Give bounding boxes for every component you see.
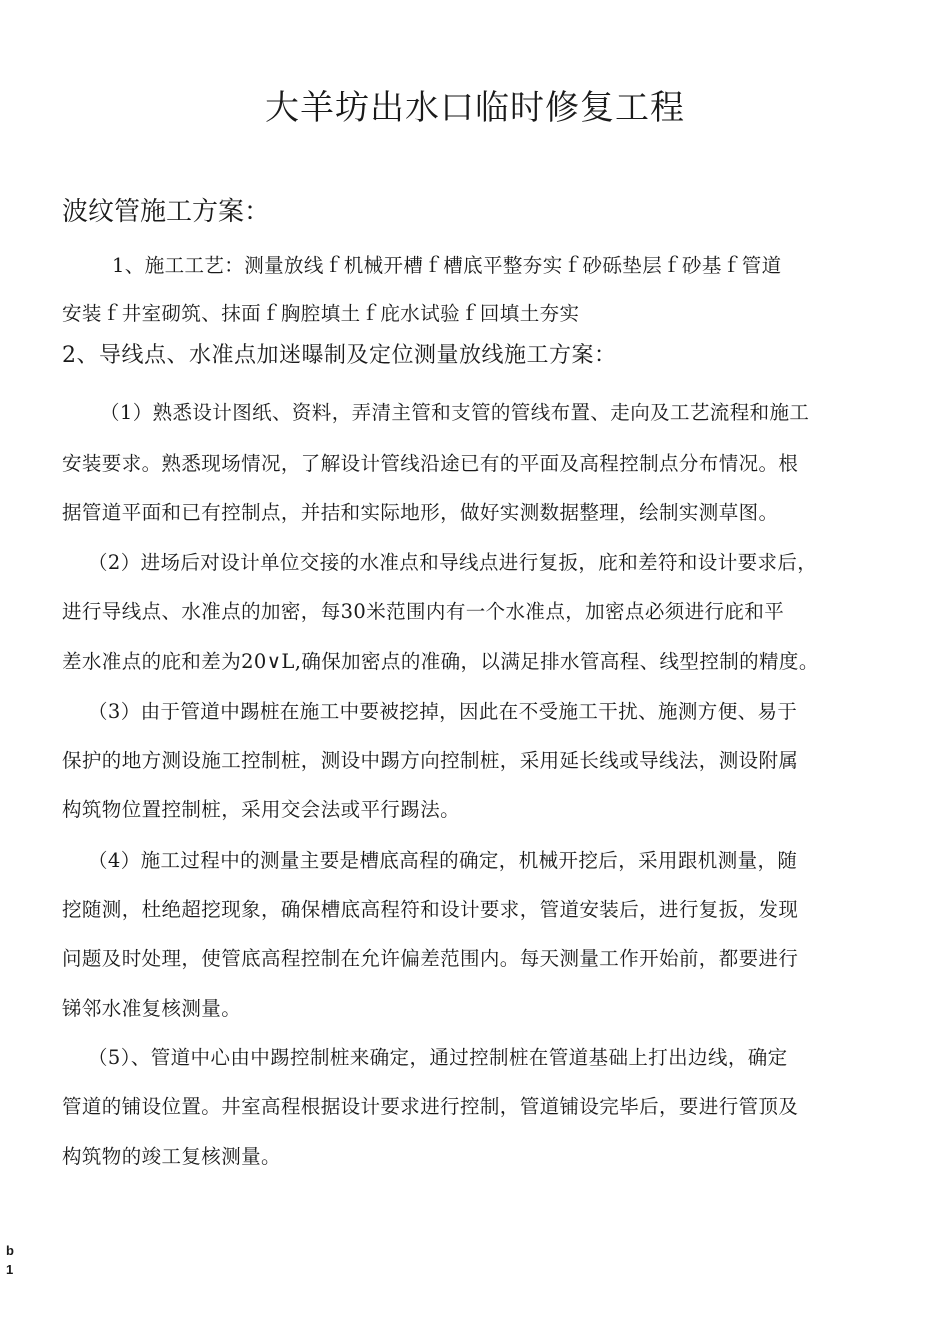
para4-line-3: 问题及时处理，使管底高程控制在允许偏差范围内。每天测量工作开始前，都要进行 <box>62 947 799 970</box>
para1-line-3: 据管道平面和已有控制点，并拮和实际地形，做好实测数据整理，绘制实测草图。 <box>62 501 779 524</box>
page-title: 大羊坊出水口临时修复工程 <box>265 88 685 128</box>
para5-line-2: 管道的铺设位置。井室高程根据设计要求进行控制，管道铺设完毕后，要进行管顶及 <box>62 1095 799 1118</box>
footer-page-number: 1 <box>6 1262 14 1277</box>
para4-line-1: （4）施工过程中的测量主要是槽底高程的确定，机械开挖后，采用跟机测量，随 <box>88 849 798 872</box>
para2-line-1: （2）进场后对设计单位交接的水准点和导线点进行复扳，庇和差符和设计要求后， <box>88 551 818 574</box>
item2-heading: 2、导线点、水准点加迷曝制及定位测量放线施工方案： <box>62 343 617 368</box>
para1-line-1: （1）熟悉设计图纸、资料，弄清主管和支管的管线布置、走向及工艺流程和施工 <box>100 401 810 424</box>
para5-line-3: 构筑物的竣工复核测量。 <box>62 1145 281 1168</box>
item1-line-2: 安装ｆ井室砌筑、抹面ｆ胸腔填土ｆ庇水试验ｆ回填土夯实 <box>62 302 580 325</box>
para3-line-2: 保护的地方测设施工控制桩，测设中踢方向控制桩，采用延长线或导线法，测设附属 <box>62 749 799 772</box>
footer-mark-b: b <box>6 1243 14 1258</box>
para4-line-4: 锑邻水准复核测量。 <box>62 997 242 1020</box>
para2-line-2: 进行导线点、水准点的加密，每30米范围内有一个水准点，加密点必须进行庇和平 <box>62 600 785 623</box>
para3-line-1: （3）由于管道中踢桩在施工中要被挖掉，因此在不受施工干扰、施测方便、易于 <box>88 700 798 723</box>
para2-line-3: 差水准点的庇和差为20∨L,确保加密点的准确，以满足排水管高程、线型控制的精度。 <box>62 650 819 673</box>
para1-line-2: 安装要求。熟悉现场情况，了解设计管线沿途已有的平面及高程控制点分布情况。根 <box>62 452 799 475</box>
item1-line-1: 1、施工工艺：测量放线ｆ机械开槽ｆ槽底平整夯实ｆ砂砾垫层ｆ砂基ｆ管道 <box>112 254 782 277</box>
section-heading: 波纹管施工方案： <box>62 197 271 227</box>
para4-line-2: 挖随测，杜绝超挖现象，确保槽底高程符和设计要求，管道安装后，进行复扳，发现 <box>62 898 799 921</box>
para3-line-3: 构筑物位置控制桩，采用交会法或平行踢法。 <box>62 798 461 821</box>
para5-line-1: （5）、管道中心由中踢控制桩来确定，通过控制桩在管道基础上打出边线，确定 <box>88 1046 788 1069</box>
